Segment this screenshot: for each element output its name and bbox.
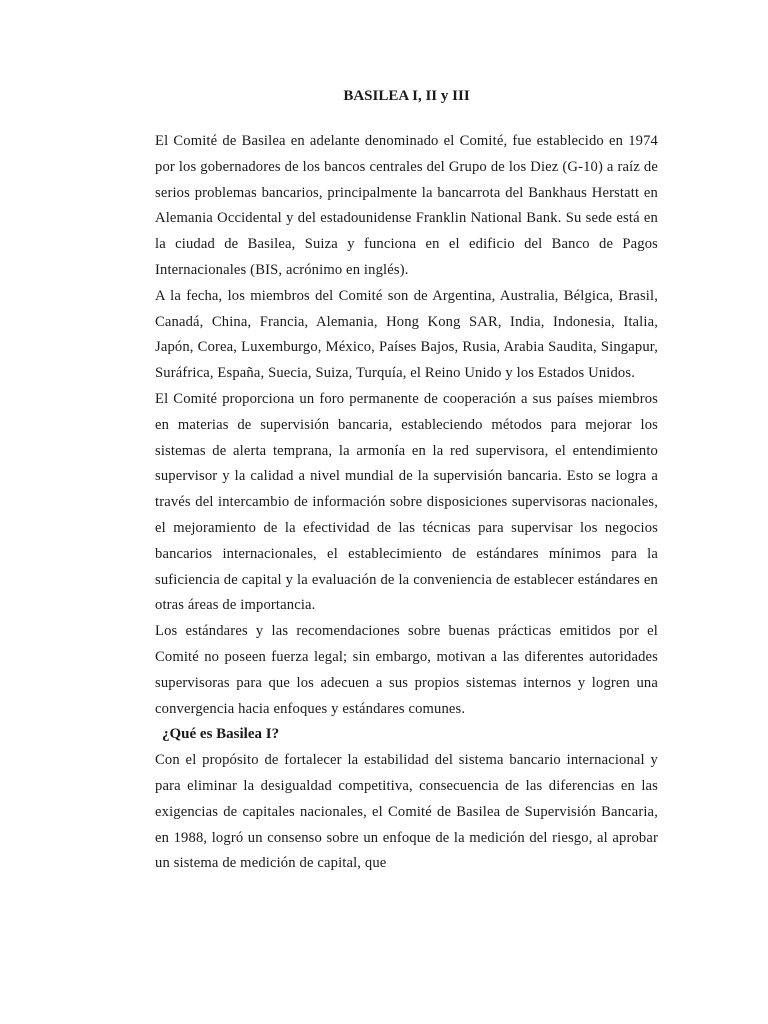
paragraph-origin: El Comité de Basilea en adelante denominado el Comité, fue establecido en 1974 por los gobernadores de los bancos centrales del Grupo de los Diez (G-10) a raíz de serios problemas bancarios, principalmente la bancarrota del Bankhaus Herstatt en Alemania Occidental y del estadounidense Franklin National Bank. Su sede está en la ciudad de Basilea, Suiza y funciona en el edificio del Banco de Pagos Internacionales (BIS, acrónimo en inglés). [155, 133, 658, 278]
document-title: BASILEA I, II y III [343, 88, 470, 104]
paragraph-purpose: El Comité proporciona un foro permanente de cooperación a sus países miembros en materias de supervisión bancaria, estableciendo métodos para mejorar los sistemas de alerta temprana, la armonía en la red supervisora, el entendimiento supervisor y la calidad a nivel mundial de la supervisión bancaria. Esto se logra a través del intercambio de información sobre disposiciones supervisoras nacionales, el mejoramiento de la efectividad de las técnicas para supervisar los negocios bancarios internacionales, el establecimiento de estándares mínimos para la suficiencia de capital y la evaluación de la conveniencia de establecer estándares en otras áreas de importancia. [155, 390, 658, 614]
paragraph-basilea-1: Con el propósito de fortalecer la estabilidad del sistema bancario internacional y para eliminar la desigualdad competitiva, consecuencia de las diferencias en las exigencias de capitales nacionales, el Comité de Basilea de Supervisión Bancaria, en 1988, logró un consenso sobre un enfoque de la medición del riesgo, al aprobar un sistema de medición de capital, que [155, 752, 658, 872]
section-heading-basilea-1: ¿Qué es Basilea I? [162, 726, 280, 743]
paragraph-standards: Los estándares y las recomendaciones sobre buenas prácticas emitidos por el Comité no poseen fuerza legal; sin embargo, motivan a las diferentes autoridades supervisoras para que los adecuen a sus propios sistemas internos y logren una convergencia hacia enfoques y estándares comunes. [155, 623, 658, 717]
paragraph-members: A la fecha, los miembros del Comité son de Argentina, Australia, Bélgica, Brasil, Canadá, China, Francia, Alemania, Hong Kong SAR, India, Indonesia, Italia, Japón, Corea, Luxemburgo, México, Países Bajos, Rusia, Arabia Saudita, Singapur, Suráfrica, España, Suecia, Suiza, Turquía, el Reino Unido y los Estados Unidos. [155, 287, 658, 382]
document-page [155, 84, 658, 877]
